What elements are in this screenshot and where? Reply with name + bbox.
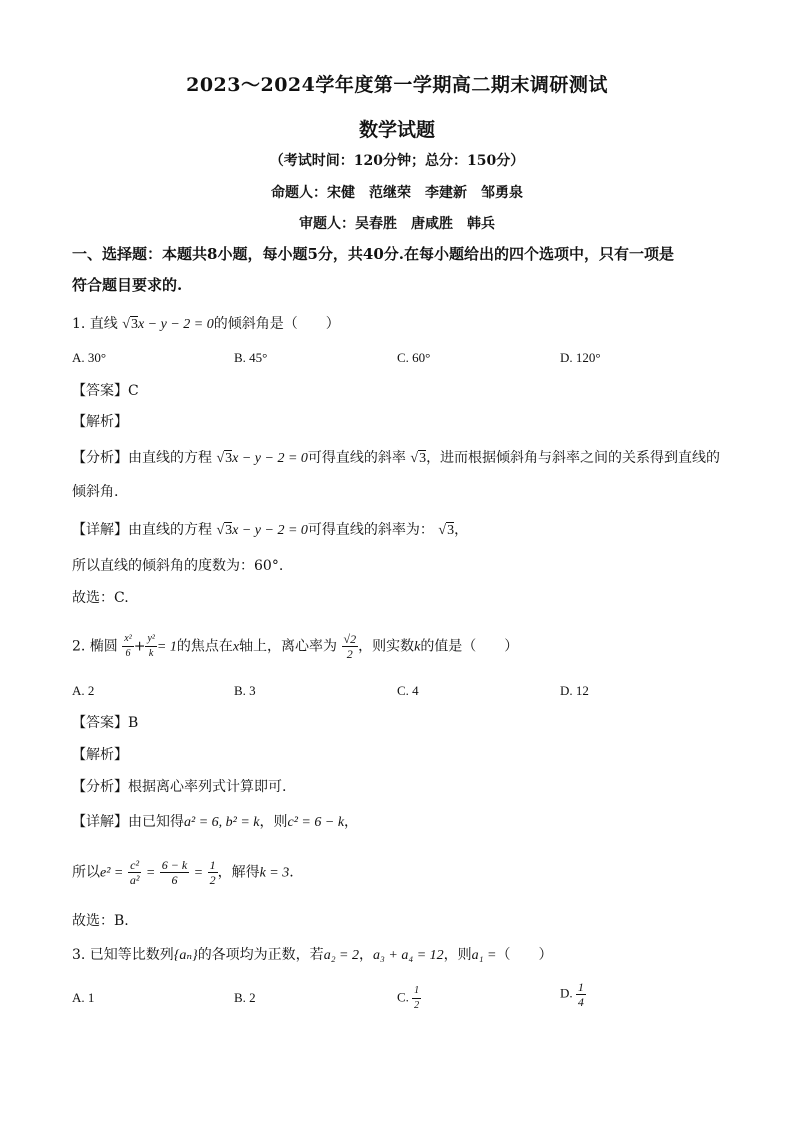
exam-reviewers: 审题人：吴春胜 唐咸胜 韩兵 [299,216,495,232]
exam-setters: 命题人：宋健 范继荣 李建新 邹勇泉 [271,185,523,201]
q3-option-b: B. 2 [234,990,256,1005]
exam-info: （考试时间：120分钟；总分：150分） [269,153,525,169]
q1-conclusion: 故选：C. [72,590,129,606]
q1-option-c: C. 60° [397,350,431,365]
q1-fenxi-line2: 倾斜角. [72,484,119,500]
q1-equation: x − y − 2 = 0 [137,317,214,332]
q1-fenxi: 【分析】由直线的方程 √3x − y − 2 = 0可得直线的斜率 √3，进而根据倾斜角与斜率之间的关系得到直线的 [72,450,721,466]
exam-subtitle: 数学试题 [358,119,435,141]
frac-eccentricity: $\frac{√2}{2}$ [343,632,357,661]
q1-option-d: D. 120° [560,350,601,365]
frac-y2-k: $\frac{\text{y²}}{k}$ [147,633,155,659]
section-heading-line2: 符合题目要求的. [72,276,183,294]
q2-analysis-tag: 【解析】 [72,747,128,763]
q1-option-b: B. 45° [234,350,268,365]
frac-x2-6: $\frac{\text{x²}}{6}$ [124,633,132,659]
q1-xiangjie: 【详解】由直线的方程 √3x − y − 2 = 0可得直线的斜率为： √3， [72,522,469,538]
question-3-stem: 3. 已知等比数列{aₙ}的各项均为正数，若a₂ = 2，a₃ + a₄ = 12，则a₁ =（ ） [72,947,553,963]
section-heading-line1: 一、选择题：本题共8小题，每小题5分，共40分.在每小题给出的四个选项中，只有一项是 [72,245,674,263]
sqrt-symbol: √3 [122,317,138,332]
q3-option-d: D. $\frac{1}{4}$ [560,980,584,1009]
q1-analysis-tag: 【解析】 [72,414,128,430]
question-2-stem: 2. 椭圆 $\frac{\text{x²}}{6}$ + $\frac{\text{y²}}{k}$ = 1的焦点在x轴上，离心率为 $\frac{√2}{2}$ ，则实数k的值是（ ） [72,632,519,661]
q2-option-d: D. 12 [560,683,589,698]
q3-option-a: A. 1 [72,990,95,1005]
q2-option-b: B. 3 [234,683,256,698]
q2-derivation: 所以e² = $\frac{\text{c²}}{\text{a²}}$ = $\frac{6 - k}{6}$ = $\frac{1}{2}$ ，解得k = 3. [72,858,294,887]
q2-xiangjie: 【详解】由已知得a² = 6, b² = k，则c² = 6 − k， [72,814,359,830]
q2-option-c: C. 4 [397,683,419,698]
exam-title: 2023～2024学年度第一学期高二期末调研测试 [186,74,608,96]
q3-option-c: C. $\frac{1}{2}$ [397,985,420,1011]
q1-degree-line: 所以直线的倾斜角的度数为：60°. [72,558,284,574]
q2-answer: 【答案】B [72,715,139,731]
q1-prefix: 1. 直线 [72,316,118,332]
q2-conclusion: 故选：B. [72,913,129,929]
q1-answer: 【答案】C [72,383,139,399]
q2-fenxi: 【分析】根据离心率列式计算即可. [72,779,287,795]
question-1-stem [72,314,732,335]
q1-option-a: A. 30° [72,350,107,365]
q1-suffix: 的倾斜角是（ ） [213,316,340,332]
q2-option-a: A. 2 [72,683,95,698]
